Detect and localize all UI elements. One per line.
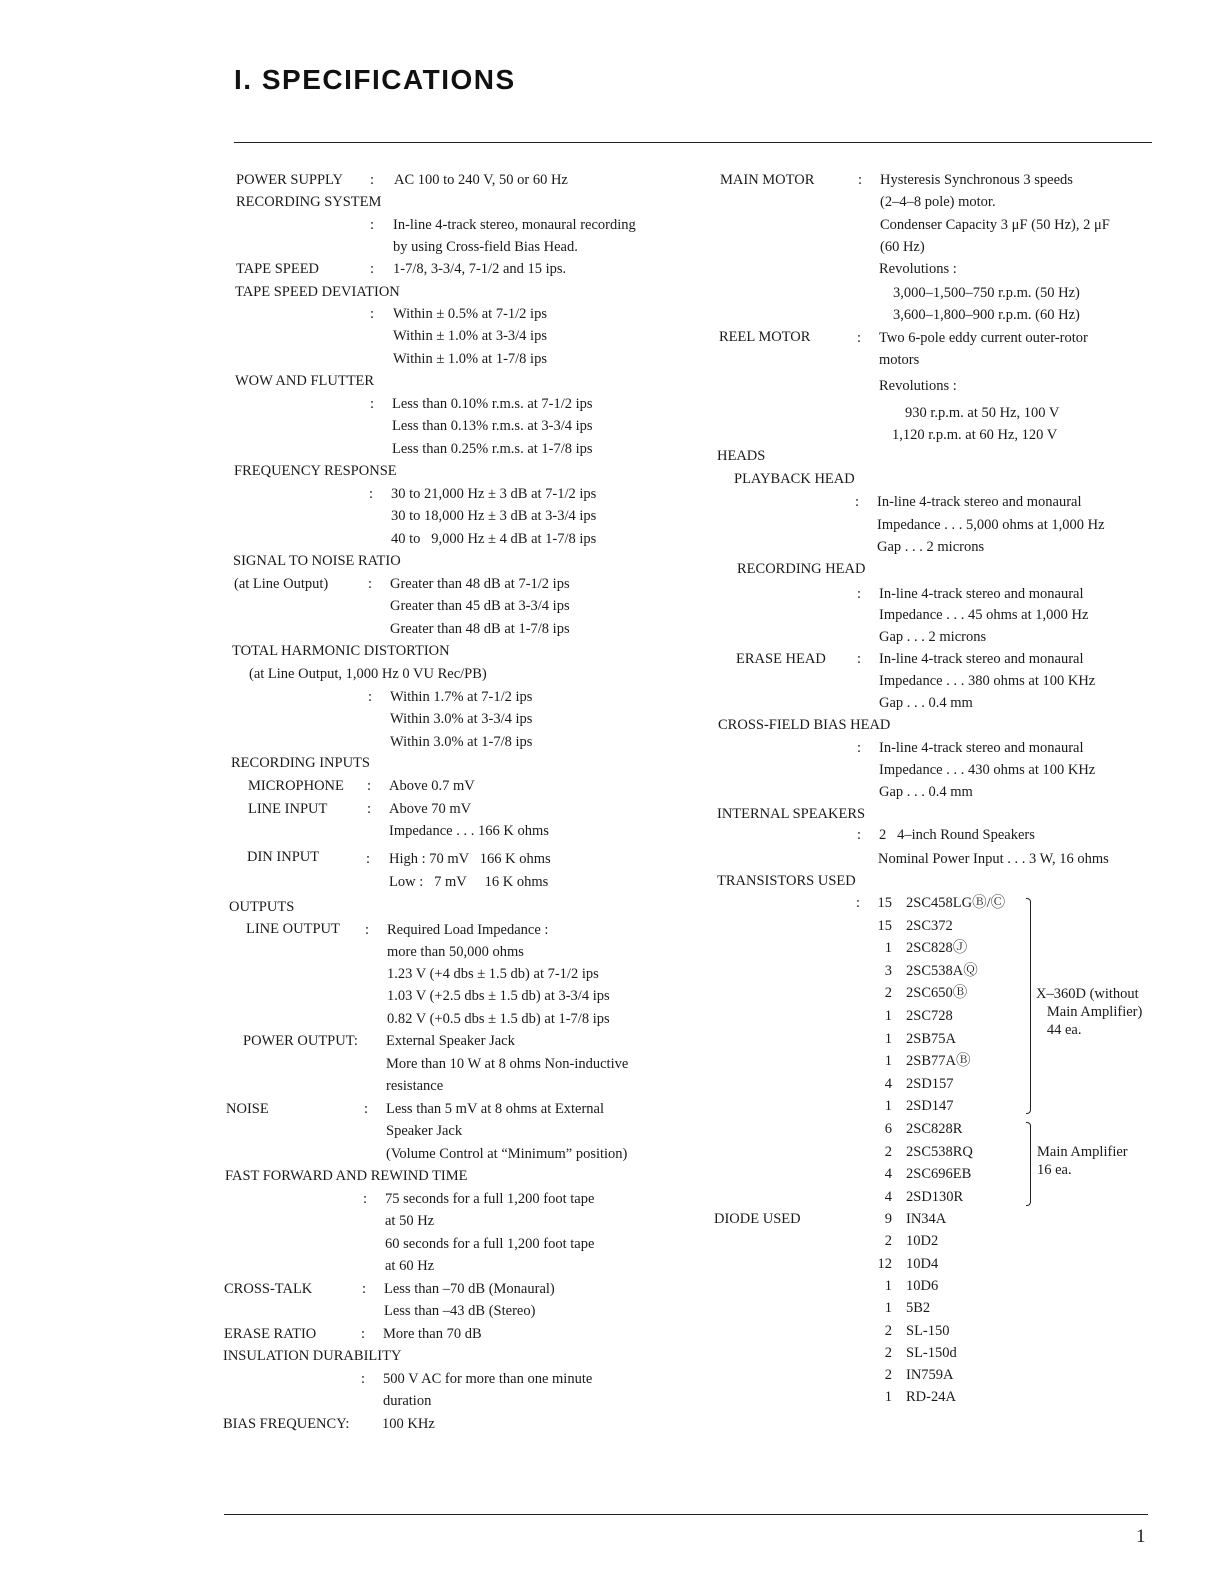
spec-line: 1.03 V (+2.5 dbs ± 1.5 db) at 3-3/4 ips (387, 988, 610, 1004)
part-number: 2SB75A (906, 1030, 956, 1047)
spec-line: at 60 Hz (385, 1258, 435, 1274)
part-quantity: 6 (884, 1121, 892, 1137)
spec-line: LINE OUTPUT (246, 921, 340, 937)
part-number: 5B2 (906, 1300, 931, 1317)
spec-line: POWER SUPPLY (236, 172, 343, 188)
spec-line: Gap . . . 2 microns (877, 539, 985, 555)
spec-line: Revolutions : (879, 261, 957, 277)
spec-line: Within 3.0% at 1-7/8 ips (390, 734, 533, 750)
part-number: 2SC458LGⒷ/Ⓒ (906, 895, 1006, 911)
spec-line: resistance (386, 1078, 444, 1094)
colon-separator: : (857, 827, 862, 843)
colon-separator: : (857, 586, 862, 602)
part-number: 2SC538RQ (906, 1143, 973, 1160)
part-quantity: 1 (884, 940, 892, 957)
spec-line: FAST FORWARD AND REWIND TIME (225, 1168, 468, 1184)
spec-line: Gap . . . 0.4 mm (879, 784, 973, 800)
spec-line: Less than –43 dB (Stereo) (384, 1303, 536, 1319)
spec-line: Less than 0.25% r.m.s. at 1-7/8 ips (392, 441, 593, 457)
part-quantity: 4 (884, 1075, 892, 1092)
spec-line: Within ± 1.0% at 1-7/8 ips (393, 351, 547, 367)
part-number: 2SC728 (906, 1008, 953, 1024)
spec-line: Revolutions : (879, 378, 957, 394)
part-quantity: 1 (884, 1389, 892, 1406)
spec-line: More than 10 W at 8 ohms Non-inductive (386, 1056, 629, 1072)
spec-line: In-line 4-track stereo, monaural recording (393, 217, 636, 233)
part-number: 2SB77AⒷ (906, 1053, 971, 1070)
part-quantity: 15 (877, 917, 892, 934)
colon-separator: : (363, 1191, 368, 1207)
spec-line: Impedance . . . 380 ohms at 100 KHz (879, 673, 1096, 689)
bottom-divider (224, 1514, 1148, 1515)
spec-line: Two 6-pole eddy current outer-rotor (879, 330, 1088, 346)
bracket-group-1 (1026, 898, 1031, 1114)
colon-separator: : (366, 851, 371, 867)
spec-line: 75 seconds for a full 1,200 foot tape (385, 1191, 595, 1207)
spec-line: (at Line Output) (234, 576, 329, 592)
spec-line: More than 70 dB (383, 1326, 482, 1342)
colon-separator: : (370, 172, 375, 188)
part-number: SL-150 (906, 1322, 950, 1339)
part-number: 2SC696EB (906, 1166, 972, 1183)
part-quantity: 12 (877, 1255, 892, 1272)
part-quantity: 1 (884, 1008, 892, 1024)
spec-line: Less than 5 mV at 8 ohms at External (386, 1101, 604, 1117)
spec-line: ERASE HEAD (736, 651, 826, 667)
spec-line: TAPE SPEED (236, 261, 320, 277)
colon-separator: : (857, 651, 862, 667)
spec-line: 1,120 r.p.m. at 60 Hz, 120 V (892, 427, 1058, 443)
spec-line: INTERNAL SPEAKERS (717, 806, 866, 822)
part-quantity: 2 (884, 985, 892, 1002)
group-note-1 (1036, 985, 1142, 1039)
bracket-group-2 (1026, 1122, 1031, 1206)
spec-line: DIN INPUT (247, 849, 320, 865)
part-number: IN34A (906, 1211, 947, 1227)
spec-line: In-line 4-track stereo and monaural (879, 651, 1084, 667)
spec-line: Required Load Impedance : (387, 922, 549, 938)
spec-line: Less than 0.13% r.m.s. at 3-3/4 ips (392, 418, 593, 434)
spec-line: Impedance . . . 430 ohms at 100 KHz (879, 762, 1096, 778)
spec-line: Impedance . . . 45 ohms at 1,000 Hz (879, 607, 1089, 623)
spec-line: 500 V AC for more than one minute (383, 1371, 593, 1387)
spec-line: Within ± 0.5% at 7-1/2 ips (393, 306, 547, 322)
spec-line: In-line 4-track stereo and monaural (879, 740, 1084, 756)
part-number: 2SC828R (906, 1121, 963, 1137)
spec-line: CROSS-FIELD BIAS HEAD (718, 717, 891, 733)
spec-line: RECORDING HEAD (737, 561, 866, 577)
spec-line: Greater than 45 dB at 3-3/4 ips (390, 598, 570, 614)
note-line: 16 ea. (1037, 1162, 1072, 1178)
spec-line: NOISE (226, 1101, 269, 1117)
spec-line: DIODE USED (714, 1211, 801, 1227)
spec-line: more than 50,000 ohms (387, 944, 524, 960)
colon-separator: : (856, 895, 861, 911)
spec-line: In-line 4-track stereo and monaural (879, 586, 1084, 602)
colon-separator: : (368, 689, 373, 705)
spec-line: Greater than 48 dB at 7-1/2 ips (390, 576, 570, 592)
spec-line: Less than 0.10% r.m.s. at 7-1/2 ips (392, 396, 593, 412)
colon-separator: : (370, 306, 375, 322)
spec-line: Gap . . . 0.4 mm (879, 695, 973, 711)
note-line: X–360D (without (1036, 986, 1139, 1002)
spec-line: CROSS-TALK (224, 1281, 313, 1297)
colon-separator: : (368, 576, 373, 592)
spec-line: Impedance . . . 166 K ohms (389, 823, 549, 839)
part-quantity: 1 (884, 1300, 892, 1317)
part-quantity: 4 (884, 1188, 892, 1205)
spec-line: (2–4–8 pole) motor. (880, 194, 996, 210)
colon-separator: : (857, 740, 862, 756)
colon-separator: : (857, 330, 862, 346)
colon-separator: : (361, 1371, 366, 1387)
spec-line: 930 r.p.m. at 50 Hz, 100 V (905, 405, 1060, 421)
spec-line: Hysteresis Synchronous 3 speeds (880, 172, 1073, 188)
part-quantity: 1 (884, 1098, 892, 1115)
spec-line: 3,000–1,500–750 r.p.m. (50 Hz) (893, 285, 1080, 301)
part-number: 2SC372 (906, 917, 953, 934)
part-quantity: 3 (884, 962, 892, 979)
spec-line: Within 3.0% at 3-3/4 ips (390, 711, 533, 727)
spec-line: Speaker Jack (386, 1123, 463, 1139)
page-title: I. SPECIFICATIONS (234, 64, 516, 95)
colon-separator: : (361, 1326, 366, 1342)
part-number: 2SC650Ⓑ (906, 985, 968, 1002)
spec-line: Impedance . . . 5,000 ohms at 1,000 Hz (877, 517, 1105, 533)
spec-line: duration (383, 1393, 432, 1409)
page-number: 1 (1136, 1526, 1146, 1547)
spec-line: BIAS FREQUENCY: (223, 1416, 350, 1432)
spec-line: motors (879, 352, 920, 368)
spec-line: 1.23 V (+4 dbs ± 1.5 db) at 7-1/2 ips (387, 966, 599, 982)
spec-line: MICROPHONE (248, 778, 344, 794)
spec-line: ERASE RATIO (224, 1326, 317, 1342)
colon-separator: : (365, 922, 370, 938)
spec-line: Within 1.7% at 7-1/2 ips (390, 689, 533, 705)
part-number: SL-150d (906, 1344, 957, 1361)
spec-line: SIGNAL TO NOISE RATIO (233, 553, 401, 569)
spec-line: TOTAL HARMONIC DISTORTION (232, 643, 450, 659)
spec-line: TRANSISTORS USED (717, 873, 856, 889)
colon-separator: : (362, 1281, 367, 1297)
group-note-2 (1037, 1143, 1128, 1179)
spec-line: by using Cross-field Bias Head. (393, 239, 578, 255)
spec-line: TAPE SPEED DEVIATION (235, 284, 400, 300)
spec-line: AC 100 to 240 V, 50 or 60 Hz (394, 172, 568, 188)
spec-line: 0.82 V (+0.5 dbs ± 1.5 db) at 1-7/8 ips (387, 1011, 610, 1027)
spec-line: Above 0.7 mV (389, 778, 475, 794)
part-quantity: 1 (884, 1277, 892, 1294)
part-number: IN759A (906, 1367, 954, 1384)
spec-line: Gap . . . 2 microns (879, 629, 987, 645)
spec-line: PLAYBACK HEAD (734, 471, 855, 487)
spec-line: Greater than 48 dB at 1-7/8 ips (390, 621, 570, 637)
part-quantity: 2 (884, 1233, 892, 1250)
colon-separator: : (369, 486, 374, 502)
spec-line: RECORDING SYSTEM (236, 194, 382, 210)
part-number: 2SC828Ⓙ (906, 940, 968, 957)
colon-separator: : (370, 396, 375, 412)
spec-line: 3,600–1,800–900 r.p.m. (60 Hz) (893, 307, 1080, 323)
colon-separator: : (858, 172, 863, 188)
part-quantity: 2 (884, 1143, 892, 1160)
part-quantity: 15 (877, 895, 892, 911)
part-number: 2SD157 (906, 1075, 954, 1092)
spec-line: High : 70 mV 166 K ohms (389, 851, 551, 867)
part-number: 2SC538AⓆ (906, 962, 978, 979)
spec-line: 30 to 21,000 Hz ± 3 dB at 7-1/2 ips (391, 486, 597, 502)
spec-line: In-line 4-track stereo and monaural (877, 494, 1082, 510)
part-number: 10D2 (906, 1233, 939, 1250)
part-number: 10D6 (906, 1277, 939, 1294)
colon-separator: : (855, 494, 860, 510)
part-number: 2SD130R (906, 1188, 964, 1205)
part-quantity: 2 (884, 1367, 892, 1384)
spec-line: Condenser Capacity 3 μF (50 Hz), 2 μF (880, 217, 1110, 233)
spec-line: (Volume Control at “Minimum” position) (386, 1146, 628, 1162)
spec-line: 100 KHz (382, 1416, 435, 1432)
spec-line: RECORDING INPUTS (231, 755, 370, 771)
spec-line: (60 Hz) (880, 239, 925, 255)
spec-line: REEL MOTOR (719, 329, 811, 345)
colon-separator: : (370, 217, 375, 233)
spec-line: 1-7/8, 3-3/4, 7-1/2 and 15 ips. (393, 261, 567, 277)
spec-line: at 50 Hz (385, 1213, 435, 1229)
spec-line: 30 to 18,000 Hz ± 3 dB at 3-3/4 ips (391, 508, 597, 524)
spec-line: Low : 7 mV 16 K ohms (389, 874, 549, 890)
spec-line: FREQUENCY RESPONSE (234, 463, 397, 479)
colon-separator: : (370, 261, 375, 277)
spec-line: MAIN MOTOR (720, 172, 815, 188)
spec-line: Within ± 1.0% at 3-3/4 ips (393, 328, 547, 344)
part-number: RD-24A (906, 1389, 956, 1406)
spec-line: POWER OUTPUT: (243, 1033, 358, 1049)
part-quantity: 2 (884, 1322, 892, 1339)
part-quantity: 2 (884, 1344, 892, 1361)
spec-line: 40 to 9,000 Hz ± 4 dB at 1-7/8 ips (391, 531, 597, 547)
spec-line: External Speaker Jack (386, 1033, 515, 1049)
part-quantity: 1 (884, 1053, 892, 1070)
spec-line: INSULATION DURABILITY (223, 1348, 402, 1364)
spec-line: Above 70 mV (389, 801, 472, 817)
spec-line: (at Line Output, 1,000 Hz 0 VU Rec/PB) (249, 666, 487, 682)
note-line: Main Amplifier) (1036, 1004, 1143, 1020)
colon-separator: : (364, 1101, 369, 1117)
part-number: 10D4 (906, 1255, 939, 1272)
spec-line: WOW AND FLUTTER (235, 373, 375, 389)
spec-line: Nominal Power Input . . . 3 W, 16 ohms (878, 851, 1109, 867)
note-line: 44 ea. (1036, 1022, 1082, 1038)
spec-line: 2 4–inch Round Speakers (879, 827, 1035, 843)
colon-separator: : (367, 778, 372, 794)
part-quantity: 4 (884, 1166, 892, 1183)
spec-line: Less than –70 dB (Monaural) (384, 1281, 555, 1297)
spec-line: 60 seconds for a full 1,200 foot tape (385, 1236, 595, 1252)
part-quantity: 9 (884, 1211, 892, 1227)
colon-separator: : (367, 801, 372, 817)
spec-line: OUTPUTS (229, 899, 295, 915)
part-quantity: 1 (884, 1030, 892, 1047)
spec-line: LINE INPUT (248, 801, 328, 817)
note-line: Main Amplifier (1037, 1144, 1128, 1160)
part-number: 2SD147 (906, 1098, 954, 1115)
top-divider (234, 142, 1152, 143)
spec-line: HEADS (717, 448, 766, 464)
